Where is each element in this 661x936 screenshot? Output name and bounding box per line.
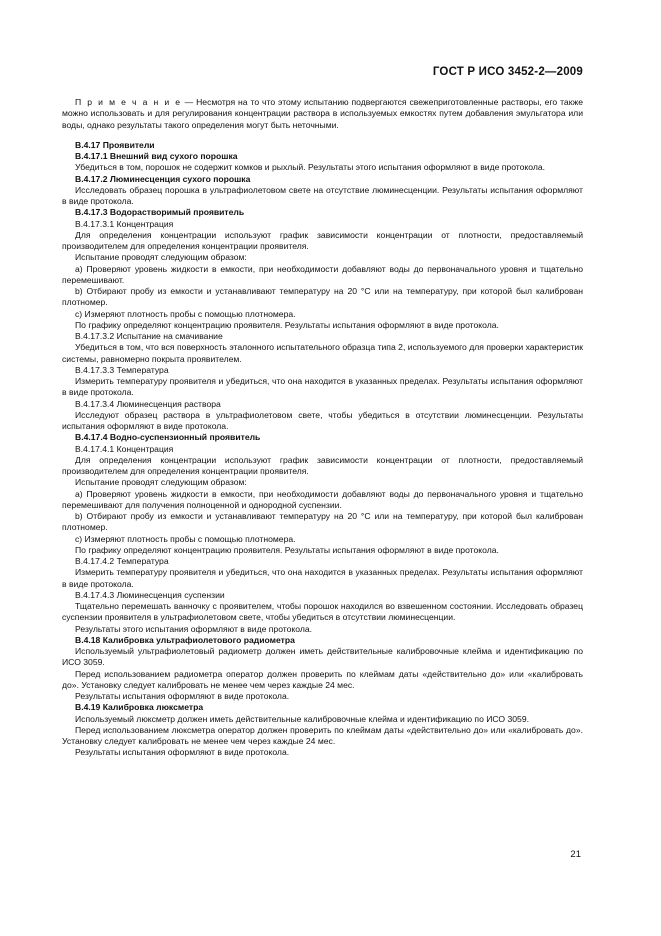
section-heading: B.4.17.3 Водорастворимый проявитель [75, 207, 245, 218]
body-paragraph: Перед использованием люксметра оператор должен проверить по клеймам даты «действительно до» или «калибровать до». Установку следует калибровать не менее чем через каждые 24 мес. [62, 724, 583, 746]
body-paragraph: Используемый люксметр должен иметь действительные калибровочные клейма и идентификацию по ИСО 3059. [75, 713, 530, 724]
body-paragraph: а) Проверяют уровень жидкости в емкости, при необходимости добавляют воды до первоначального уровня и тщательно перемешивают для получения полноценной и однородной суспензии. [62, 488, 583, 510]
body-paragraph: Для определения концентрации используют график зависимости концентрации от плотности, предоставляемый производителем для определения концентрации проявителя. [62, 454, 583, 476]
body-paragraph: B.4.17.4.1 Концентрация [75, 443, 174, 454]
body-paragraph: Результаты этого испытания оформляют в виде протокола. [75, 623, 313, 634]
body-paragraph: Результаты испытания оформляют в виде протокола. [75, 691, 290, 701]
body-paragraph: По графику определяют концентрацию проявителя. Результаты испытания оформляют в виде протокола. [75, 319, 499, 330]
body-paragraph: Исследовать образец порошка в ультрафиолетовом свете на отсутствие люминесценции. Результаты испытания оформляют в виде протокола. [62, 184, 583, 206]
body-paragraph: Испытание проводят следующим образом: [75, 477, 247, 488]
body-paragraph: Используемый ультрафиолетовый радиометр должен иметь действительные калибровочные клейма и идентификацию по ИСО 3059. [62, 646, 583, 668]
note-paragraph [62, 97, 583, 131]
note-label: П р и м е ч а н и е [75, 97, 182, 107]
body-paragraph: Убедиться в том, что вся поверхность эталонного испытательного образца типа 2, используемого для проверки характеристик системы, равномерно покрыта проявителем. [62, 342, 583, 364]
body-paragraph: B.4.17.3.2 Испытание на смачивание [75, 331, 223, 341]
page-number: 21 [570, 849, 581, 860]
section-heading: B.4.17 Проявители [75, 139, 155, 150]
section-heading: B.4.19 Калибровка люксметра [75, 702, 204, 713]
body-paragraph: b) Отбирают пробу из емкости и устанавливают температуру на 20 °C или на температуру, при которой был калиброван плотномер. [62, 511, 583, 533]
body-paragraph: Перед использованием радиометра оператор должен проверить по клеймам даты «действительно до» или «калибровать до». Установку следует калибровать не менее чем через каждые 24 мес. [62, 668, 583, 690]
section-heading: B.4.17.4 Водно-суспензионный проявитель [75, 432, 261, 443]
body-paragraph: Тщательно перемешать ванночку с проявителем, чтобы порошок находился во взвешенном состоянии. Исследовать образец суспензии проявителя в ультрафиолетовом свете, чтобы убедиться в отсутствии люминесценции. [62, 601, 583, 623]
section-heading: B.4.17.1 Внешний вид сухого порошка [75, 151, 238, 161]
body-paragraph: B.4.17.4.2 Температура [75, 556, 169, 566]
body-paragraph: B.4.17.3.1 Концентрация [75, 218, 174, 229]
body-paragraph: а) Проверяют уровень жидкости в емкости, при необходимости добавляют воды до первоначального уровня и тщательно перемешивают. [62, 263, 583, 285]
section-heading: B.4.18 Калибровка ультрафиолетового радиометра [75, 634, 295, 645]
body-paragraph: с) Измеряют плотность пробы с помощью плотномера. [75, 308, 296, 319]
body-paragraph: По графику определяют концентрацию проявителя. Результаты испытания оформляют в виде протокола. [75, 544, 499, 555]
body-paragraph: B.4.17.3.3 Температура [75, 364, 169, 375]
body-paragraph: Результаты испытания оформляют в виде протокола. [75, 747, 290, 758]
body-paragraph: Исследуют образец раствора в ультрафиолетовом свете, чтобы убедиться в отсутствии люминесценции. Результаты испытания оформляют в виде протокола. [62, 409, 583, 431]
body-paragraph: Измерить температуру проявителя и убедиться, что она находится в указанных пределах. Результаты испытания оформляют в виде протокола. [62, 567, 583, 589]
body-paragraph: Убедиться в том, порошок не содержит комков и рыхлый. Результаты этого испытания оформляют в виде протокола. [75, 162, 546, 173]
body-paragraph: Измерить температуру проявителя и убедиться, что она находится в указанных пределах. Результаты испытания оформляют в виде протокола. [62, 376, 583, 398]
note-text: — Несмотря на то что этому испытанию подвергаются свежеприготовленные растворы, его также можно использовать и для регулирования концентрации раствора в используемых емкостях путем добавления эмульгатора или воды, однако результаты такого определения могут быть неточными. [62, 97, 583, 130]
document-id-header: ГОСТ Р ИСО 3452-2—2009 [432, 66, 583, 78]
body-paragraph: Испытание проводят следующим образом: [75, 252, 247, 263]
body-paragraph: B.4.17.4.3 Люминесценция суспензии [75, 589, 225, 600]
section-heading: B.4.17.2 Люминесценция сухого порошка [75, 173, 251, 184]
body-paragraph: b) Отбирают пробу из емкости и устанавливают температуру на 20 °C или на температуру, при которой был калиброван плотномер. [62, 286, 583, 308]
body-paragraph: с) Измеряют плотность пробы с помощью плотномера. [75, 533, 296, 544]
body-paragraph: B.4.17.3.4 Люминесценция раствора [75, 398, 221, 409]
body-paragraph: Для определения концентрации используют график зависимости концентрации от плотности, предоставляемый производителем для определения концентрации проявителя. [62, 229, 583, 251]
document-body [62, 97, 583, 759]
